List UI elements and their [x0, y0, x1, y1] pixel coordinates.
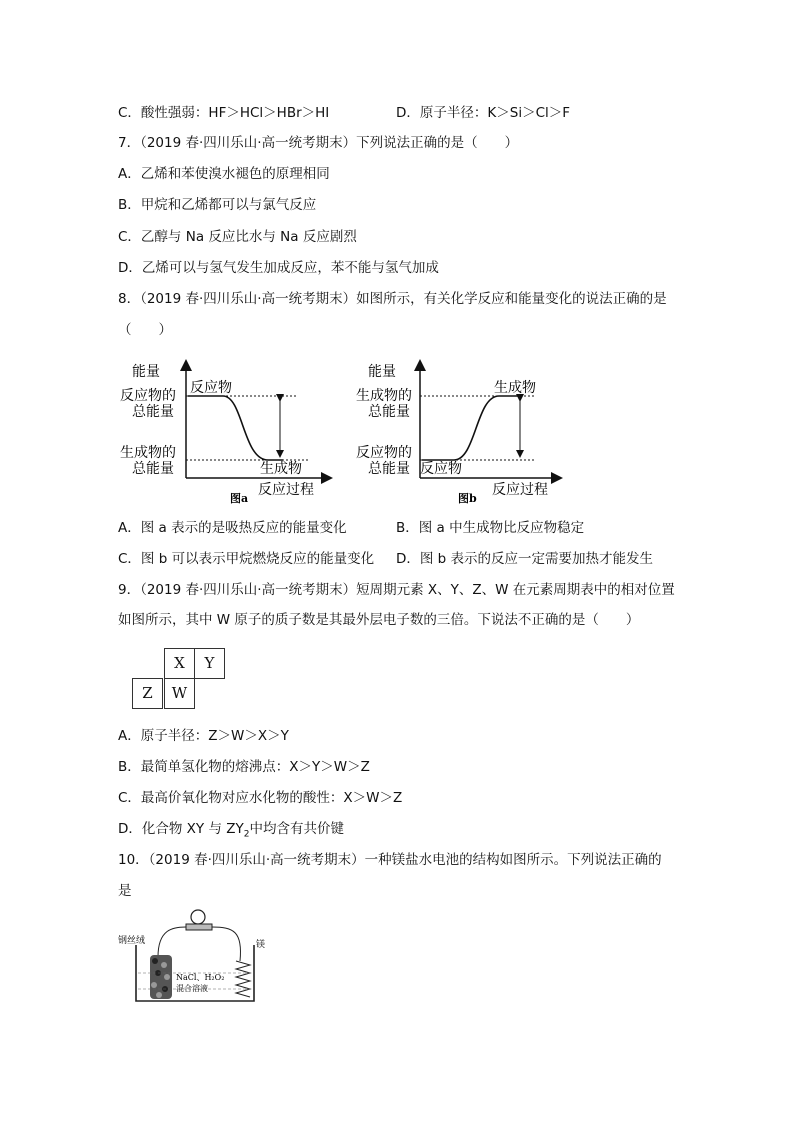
figure-caption: 图b [458, 492, 477, 504]
x-axis-label: 反应过程 [492, 482, 548, 498]
energy-curve [188, 396, 283, 460]
q8-stem-cont: （ ） [118, 322, 172, 338]
q7-option-b: B．甲烷和乙烯都可以与氯气反应 [118, 197, 317, 213]
q7-option-d: D．乙烯可以与氢气发生加成反应，苯不能与氢气加成 [118, 260, 439, 276]
q8-option-a: A．图 a 表示的是吸热反应的能量变化 [118, 520, 347, 536]
start-label: 反应物 [190, 380, 232, 396]
end-label: 生成物 [260, 461, 302, 477]
high-level-label-2: 总能量 [132, 404, 174, 420]
high-level-label-2: 总能量 [368, 404, 410, 420]
q8-stem: 8．（2019 春·四川乐山·高一统考期末）如图所示，有关化学反应和能量变化的说法正确的是 [118, 291, 667, 307]
q7-stem: 7．（2019 春·四川乐山·高一统考期末）下列说法正确的是（ ） [118, 135, 519, 151]
end-label: 生成物 [494, 380, 536, 396]
left-wire [158, 927, 186, 957]
low-level-label-1: 反应物的 [356, 445, 412, 461]
q7-option-a: A．乙烯和苯使溴水褪色的原理相同 [118, 166, 330, 182]
q9-option-d-sub: 2 [243, 829, 250, 840]
q8-option-b: B．图 a 中生成物比反应物稳定 [396, 520, 585, 536]
q8-option-c: C．图 b 可以表示甲烷燃烧反应的能量变化 [118, 551, 375, 567]
energy-diagram-b [354, 352, 574, 504]
cell-z: Z [132, 678, 163, 709]
steel-wool-label: 钢丝绒 [118, 936, 146, 946]
q10-stem: 10．（2019 春·四川乐山·高一统考期末）一种镁盐水电池的结构如图所示。下列说法正确的 [118, 852, 662, 868]
battery-diagram [118, 905, 288, 1007]
y-axis-label: 能量 [132, 364, 160, 380]
solution-label-2: 混合溶液 [176, 984, 208, 993]
magnesium-coil [236, 961, 250, 997]
periodic-table-fragment [132, 648, 232, 712]
energy-curve [422, 396, 519, 460]
q9-option-c: C．最高价氧化物对应水化物的酸性：X＞W＞Z [118, 790, 403, 806]
q9-option-d-pre: D．化合物 XY 与 ZY [118, 821, 244, 837]
q6-option-c: C．酸性强弱：HF＞HCl＞HBr＞HI [118, 105, 330, 121]
start-label: 反应物 [420, 461, 462, 477]
bulb-base [186, 924, 212, 930]
figure-caption: 图a [230, 492, 249, 504]
q9-stem-cont: 如图所示，其中 W 原子的质子数是其最外层电子数的三倍。下说法不正确的是（ ） [118, 612, 640, 628]
solution-label-1: NaCl、H₂O₂ [176, 973, 225, 982]
q6-option-d: D．原子半径：K＞Si＞Cl＞F [396, 105, 571, 121]
cell-w: W [164, 678, 195, 709]
q9-option-b: B．最简单氢化物的熔沸点：X＞Y＞W＞Z [118, 759, 370, 775]
q9-option-a: A．原子半径：Z＞W＞X＞Y [118, 728, 289, 744]
cell-y: Y [194, 648, 225, 679]
cell-x: X [164, 648, 195, 679]
steel-wool-electrode [150, 955, 172, 999]
bulb-icon [191, 910, 205, 924]
q9-stem: 9．（2019 春·四川乐山·高一统考期末）短周期元素 X、Y、Z、W 在元素周期表中的相对位置 [118, 582, 675, 598]
magnesium-label: 镁 [256, 940, 266, 950]
q9-option-d [118, 819, 344, 845]
q9-option-d-post: 中均含有共价键 [249, 821, 344, 837]
q8-option-d: D．图 b 表示的反应一定需要加热才能发生 [396, 551, 654, 567]
y-axis-label: 能量 [368, 364, 396, 380]
low-level-label-1: 生成物的 [120, 445, 176, 461]
q10-stem-cont: 是 [118, 883, 132, 899]
low-level-label-2: 总能量 [368, 461, 410, 477]
high-level-label-1: 生成物的 [356, 388, 412, 404]
energy-diagram-a [118, 352, 338, 504]
high-level-label-1: 反应物的 [120, 388, 176, 404]
low-level-label-2: 总能量 [132, 461, 174, 477]
q7-option-c: C．乙醇与 Na 反应比水与 Na 反应剧烈 [118, 229, 357, 245]
right-wire [212, 927, 241, 961]
x-axis-label: 反应过程 [258, 482, 314, 498]
